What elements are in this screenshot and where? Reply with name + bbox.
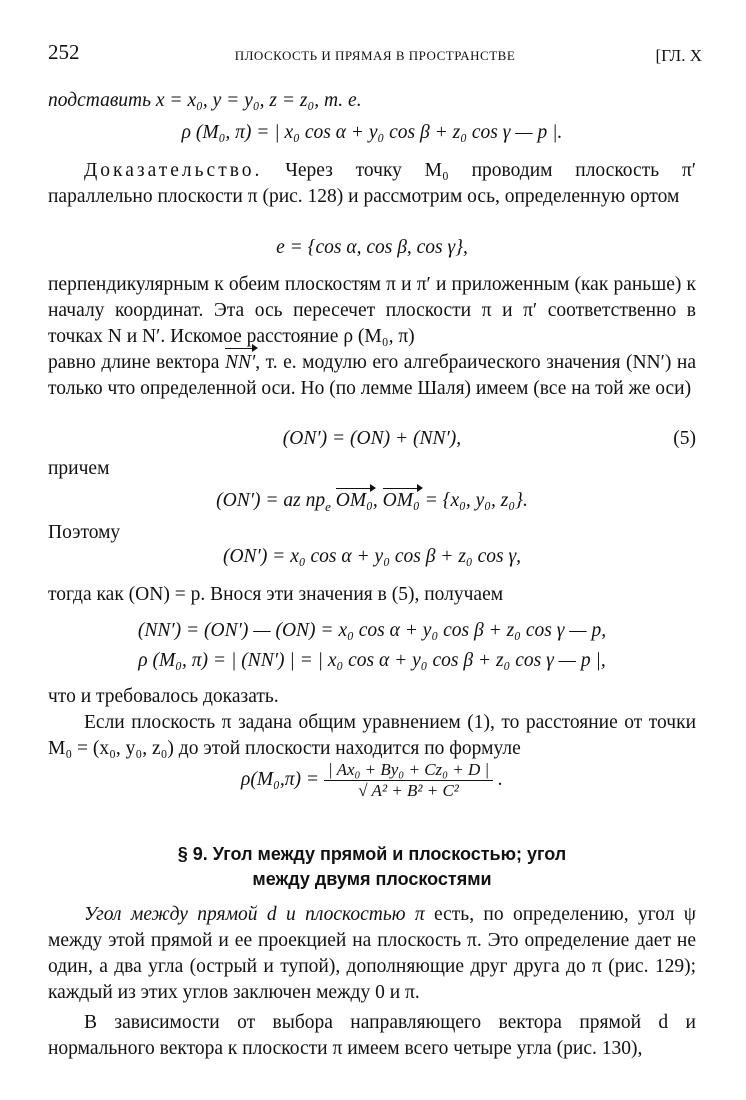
length-text-end: , т. е. модулю его алгебраического значения (NN′) на только что определенной оси. Но (по лемме Шаля) имеем (все на той же оси) (48, 352, 696, 399)
running-title: ПЛОСКОСТЬ И ПРЯМАЯ В ПРОСТРАНСТВЕ (234, 48, 516, 63)
angle-definition-paragraph (48, 902, 696, 1006)
qed-line: что и требовалось доказать. (48, 686, 279, 707)
page-header (48, 40, 702, 68)
proof-heading: Доказательство. (84, 160, 263, 181)
general-distance-formula (48, 760, 696, 801)
general-equation-paragraph: Если плоскость π задана общим уравнением (1), то расстояние от точки M₀ = (x₀, y₀, z₀) до этой плоскости находится по формуле (48, 712, 696, 759)
general-distance-fraction (324, 760, 493, 801)
equation-5-body: (ON′) = (ON) + (NN′), (282, 428, 462, 449)
equation-5 (48, 428, 696, 450)
poetomu-line: Поэтому (48, 522, 121, 543)
section-title-line1: § 9. Угол между прямой и плоскостью; угол (177, 844, 567, 864)
projection-lhs: (ON′) = az пр (216, 490, 326, 511)
fraction-denominator: √ A² + B² + C² (358, 781, 459, 800)
formula-dot: . (498, 768, 503, 790)
page-number: 252 (48, 40, 80, 64)
togda-line: тогда как (ON) = p. Внося эти значения в (5), получаем (48, 584, 504, 605)
vector-om0-2: OM₀ (382, 490, 420, 511)
section-title-line2: между двумя плоскостями (252, 869, 492, 889)
prichem-line: причем (48, 458, 110, 479)
equation-5-number: (5) (673, 428, 696, 449)
vector-om0-1: OM₀ (335, 490, 373, 511)
projection-rhs: = {x₀, y₀, z₀}. (419, 490, 528, 511)
fraction-numerator: | Ax₀ + By₀ + Cz₀ + D | (324, 760, 493, 781)
projection-sep: , (372, 490, 383, 511)
proof-text: Через точку M₀ проводим плоскость π′ параллельно плоскости π (рис. 128) и рассмотрим ось, определенную ортом (48, 160, 696, 207)
four-angles-paragraph: В зависимости от выбора направляющего вектора прямой d и нормального вектора к плоскости π имеем всего четыре угла (рис. 130), (48, 1012, 696, 1059)
proof-paragraph (48, 158, 696, 210)
final-distance-formula: ρ (M₀, π) = | (NN′) | = | x₀ cos α + y₀ cos β + z₀ cos γ — p |, (138, 650, 606, 671)
general-distance-lhs: ρ(M₀,π) = (241, 768, 324, 790)
angle-definition-text: есть, по определению, угол ψ между этой прямой и ее проекцией на плоскость π. Это определение дает не один, а два угла (острый и тупой), дополняющие друг друга до π (рис. 129); каждый из этих углов заключен между 0 и π. (48, 904, 697, 1003)
length-text-start: равно длине вектора (48, 352, 225, 373)
nn-prime-formula: (NN′) = (ON′) — (ON) = x₀ cos α + y₀ cos β + z₀ cos γ — p, (137, 620, 607, 641)
distance-formula: ρ (M₀, π) = | x₀ cos α + y₀ cos β + z₀ cos γ — p |. (181, 122, 563, 143)
chapter-marker: [ГЛ. X (655, 46, 702, 65)
projection-formula (48, 490, 696, 515)
vector-nn: NN′ (225, 350, 255, 376)
perpendicular-paragraph: перпендикулярным к обеим плоскостям π и π′ и приложенным (как раньше) к началу координат. Эта ось пересечет плоскости π и π′ соответственно в точках N и N′. Искомое расстояние ρ (M₀, π) (48, 274, 696, 347)
angle-definition-term: Угол между прямой d и плоскостью π (84, 904, 425, 925)
section-title (48, 842, 696, 892)
unit-vector-formula: e = {cos α, cos β, cos γ}, (276, 237, 468, 258)
length-paragraph (48, 350, 696, 402)
intro-line: подставить x = x₀, y = y₀, z = z₀, т. е. (48, 90, 362, 111)
on-prime-formula: (ON′) = x₀ cos α + y₀ cos β + z₀ cos γ, (222, 546, 522, 567)
projection-sub: e (325, 498, 331, 514)
